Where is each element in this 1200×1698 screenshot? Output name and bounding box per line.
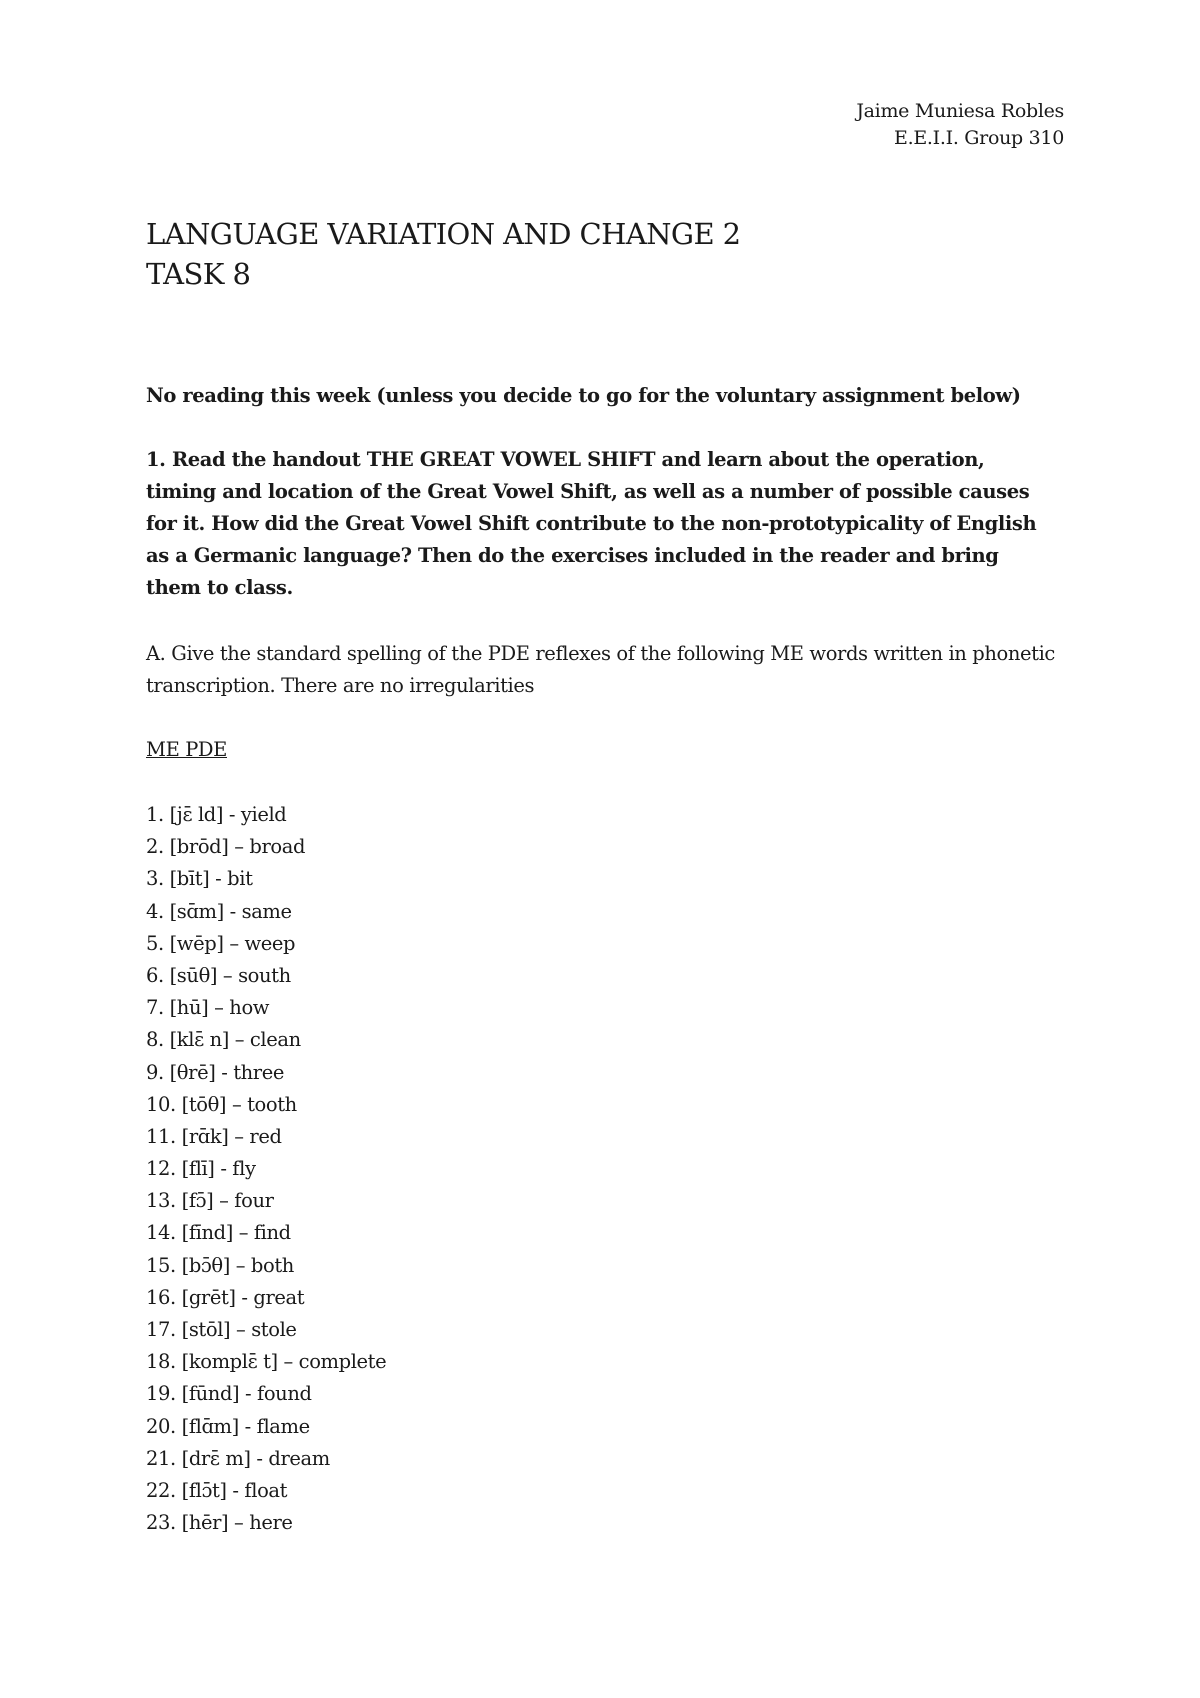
reading-note: No reading this week (unless you decide to go for the voluntary assignment below) — [146, 384, 1021, 407]
column-header: ME PDE — [146, 738, 227, 761]
author-block — [856, 98, 1064, 152]
list-item: 9. [θrē] - three — [146, 1060, 285, 1084]
word-list — [146, 799, 386, 1539]
document-title — [146, 214, 741, 294]
list-item: 8. [klɛ̄ n] – clean — [146, 1028, 301, 1052]
author-name: Jaime Muniesa Robles — [856, 100, 1064, 122]
list-item: 11. [rɑ̄k] – red — [146, 1124, 282, 1148]
list-item: 10. [tōθ] – tooth — [146, 1092, 297, 1116]
list-item: 19. [fūnd] - found — [146, 1382, 312, 1406]
list-item: 7. [hū] – how — [146, 996, 270, 1020]
list-item: 16. [grēt] - great — [146, 1285, 305, 1309]
list-item: 21. [drɛ̄ m] - dream — [146, 1446, 330, 1470]
list-item: 20. [flɑ̄m] - flame — [146, 1414, 310, 1438]
list-item: 3. [bīt] - bit — [146, 867, 253, 891]
list-item: 13. [fɔ̄] – four — [146, 1189, 274, 1213]
list-item: 15. [bɔ̄θ] – both — [146, 1253, 294, 1277]
list-item: 22. [flɔ̄t] - float — [146, 1478, 288, 1502]
list-item: 14. [fīnd] – find — [146, 1221, 291, 1245]
course-title: LANGUAGE VARIATION AND CHANGE 2 — [146, 217, 741, 251]
task-title: TASK 8 — [146, 257, 251, 291]
list-item: 6. [sūθ] – south — [146, 963, 291, 987]
list-item: 2. [brōd] – broad — [146, 835, 306, 859]
list-item: 17. [stōl] – stole — [146, 1318, 297, 1341]
list-item: 1. [jɛ̄ ld] - yield — [146, 803, 287, 826]
task-1-instructions: 1. Read the handout THE GREAT VOWEL SHIFT and learn about the operation, timing and location of the Great Vowel Shift, as well as a number of possible causes for it. How did the Great Vowel Shift contribute to the non-prototypicality of English as a Germanic language? Then do the exercises included in the reader and bring them to class. — [146, 448, 1037, 599]
list-item: 23. [hēr] – here — [146, 1511, 293, 1535]
list-item: 5. [wēp] – weep — [146, 931, 296, 955]
exercise-a-instructions: A. Give the standard spelling of the PDE reflexes of the following ME words written in phonetic transcription. There are no irregularities — [146, 642, 1055, 697]
list-item: 12. [flī] - fly — [146, 1157, 256, 1181]
list-item: 4. [sɑ̄m] - same — [146, 899, 292, 923]
group-label: E.E.I.I. Group 310 — [894, 127, 1064, 149]
list-item: 18. [komplɛ̄ t] – complete — [146, 1350, 387, 1374]
